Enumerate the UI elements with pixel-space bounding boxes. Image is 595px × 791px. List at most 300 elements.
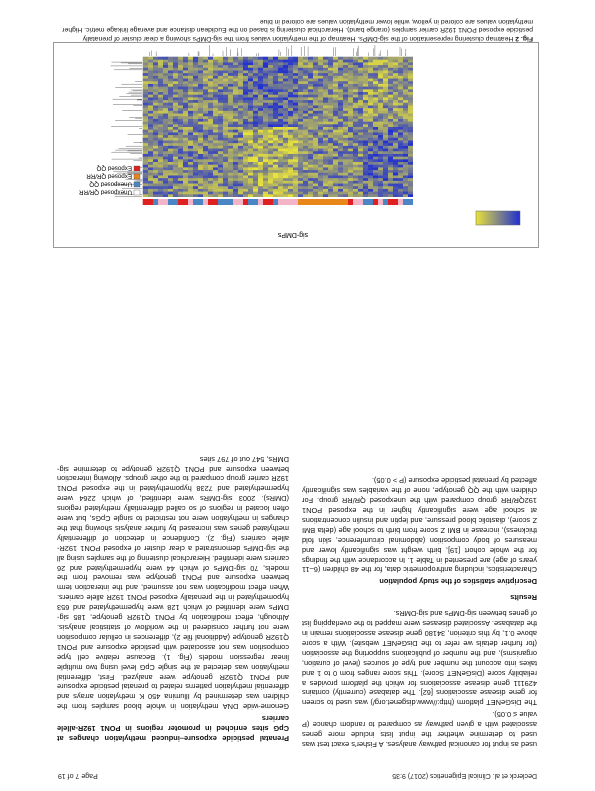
heatmap-cell (158, 111, 163, 114)
heatmap-cell (278, 119, 283, 122)
heatmap-cell (313, 146, 318, 149)
group-band-cell (298, 199, 303, 205)
heatmap-cell (188, 191, 193, 194)
heatmap-cell (288, 84, 293, 87)
heatmap-cell (193, 156, 198, 159)
heatmap-cell (233, 127, 238, 130)
heatmap-cell (223, 102, 228, 105)
heatmap-cell (338, 102, 343, 105)
heatmap-cell (323, 167, 328, 170)
heatmap-cell (283, 127, 288, 130)
heatmap-cell (393, 181, 398, 184)
heatmap-cell (328, 170, 333, 173)
heatmap-cell (183, 94, 188, 97)
heatmap-cell (193, 135, 198, 138)
heatmap-cell (268, 146, 273, 149)
heatmap-cell (253, 172, 258, 175)
heatmap-cell (258, 148, 263, 151)
heatmap-cell (328, 102, 333, 105)
heatmap-cell (198, 135, 203, 138)
heatmap-cell (143, 189, 148, 192)
heatmap-cell (283, 189, 288, 192)
heatmap-cell (223, 92, 228, 95)
heatmap-cell (278, 194, 283, 197)
heatmap-cell (268, 164, 273, 167)
heatmap-cell (348, 178, 353, 181)
heatmap-cell (403, 89, 408, 92)
heatmap-cell (148, 84, 153, 87)
heatmap-cell (293, 86, 298, 89)
heatmap-cell (243, 164, 248, 167)
heatmap-cell (168, 146, 173, 149)
heatmap-cell (298, 186, 303, 189)
heatmap-cell (293, 178, 298, 181)
heatmap-cell (348, 129, 353, 132)
heatmap-cell (178, 119, 183, 122)
heatmap-cell (303, 154, 308, 157)
heatmap-cell (208, 164, 213, 167)
heatmap-cell (373, 135, 378, 138)
heatmap-cell (243, 143, 248, 146)
heatmap-cell (228, 154, 233, 157)
heatmap-cell (313, 86, 318, 89)
heatmap-cell (203, 194, 208, 197)
heatmap-cell (143, 81, 148, 84)
heatmap-cell (258, 102, 263, 105)
heatmap-cell (218, 81, 223, 84)
heatmap-cell (358, 172, 363, 175)
heatmap-cell (158, 62, 163, 65)
heatmap-cell (198, 78, 203, 81)
heatmap-cell (323, 129, 328, 132)
heatmap-cell (403, 102, 408, 105)
heatmap-cell (268, 78, 273, 81)
heatmap-cell (238, 143, 243, 146)
group-band-cell (208, 199, 213, 205)
heatmap-cell (388, 164, 393, 167)
heatmap-cell (213, 100, 218, 103)
group-band-cell (403, 199, 408, 205)
heatmap-cell (258, 127, 263, 130)
heatmap-cell (403, 178, 408, 181)
heatmap-cell (303, 178, 308, 181)
heatmap-cell (283, 186, 288, 189)
heatmap-cell (158, 159, 163, 162)
heatmap-cell (373, 194, 378, 197)
heatmap-cell (318, 116, 323, 119)
heatmap-cell (178, 194, 183, 197)
heatmap-cell (298, 140, 303, 143)
heatmap-cell (223, 154, 228, 157)
heatmap-cell (283, 121, 288, 124)
heatmap-cell (173, 100, 178, 103)
heatmap-cell (223, 146, 228, 149)
heatmap-cell (198, 140, 203, 143)
heatmap-cell (353, 159, 358, 162)
heatmap-cell (303, 194, 308, 197)
heatmap-cell (253, 124, 258, 127)
heatmap-cell (203, 154, 208, 157)
heatmap-cell (218, 67, 223, 70)
heatmap-cell (268, 167, 273, 170)
heatmap-cell (203, 162, 208, 165)
heatmap-cell (193, 132, 198, 135)
heatmap-cell (233, 86, 238, 89)
heatmap-cell (398, 127, 403, 130)
heatmap-cell (158, 162, 163, 165)
heatmap-cell (163, 178, 168, 181)
heatmap-cell (343, 86, 348, 89)
heatmap-cell (193, 97, 198, 100)
heatmap-cell (248, 78, 253, 81)
heatmap-cell (218, 70, 223, 73)
heatmap-cell (218, 140, 223, 143)
heatmap-cell (258, 111, 263, 114)
subsection-heading: Prenatal pesticide exposure–induced methylation changes at CpG sites enriched in promoter regions in PON1 192R-allele carriers (57, 714, 289, 743)
heatmap-cell (383, 140, 388, 143)
heatmap-cell (343, 81, 348, 84)
heatmap-cell (318, 186, 323, 189)
heatmap-cell (288, 67, 293, 70)
heatmap-cell (193, 159, 198, 162)
heatmap-cell (283, 170, 288, 173)
heatmap-cell (388, 89, 393, 92)
heatmap-cell (263, 102, 268, 105)
heatmap-cell (238, 84, 243, 87)
heatmap-cell (398, 108, 403, 111)
heatmap-cell (243, 194, 248, 197)
heatmap-cell (238, 97, 243, 100)
heatmap-cell (408, 170, 413, 173)
heatmap-cell (363, 62, 368, 65)
heatmap-cell (263, 172, 268, 175)
heatmap-cell (188, 132, 193, 135)
heatmap-cell (153, 148, 158, 151)
heatmap-cell (168, 154, 173, 157)
heatmap-cell (363, 170, 368, 173)
heatmap-cell (323, 81, 328, 84)
heatmap-cell (398, 137, 403, 140)
group-band-cell (318, 199, 323, 205)
heatmap-cell (163, 59, 168, 62)
heatmap-cell (158, 151, 163, 154)
heatmap-cell (333, 121, 338, 124)
heatmap-cell (273, 172, 278, 175)
heatmap-cell (193, 162, 198, 165)
heatmap-cell (318, 86, 323, 89)
heatmap-cell (383, 81, 388, 84)
heatmap-cell (148, 59, 153, 62)
heatmap-cell (203, 67, 208, 70)
heatmap-cell (343, 65, 348, 68)
heatmap-cell (368, 97, 373, 100)
heatmap-cell (218, 78, 223, 81)
heatmap-cell (303, 73, 308, 76)
heatmap-cell (373, 65, 378, 68)
heatmap-cell (368, 59, 373, 62)
heatmap-cell (223, 78, 228, 81)
heatmap-cell (148, 119, 153, 122)
heatmap-cell (388, 73, 393, 76)
heatmap-cell (213, 70, 218, 73)
heatmap-cell (318, 181, 323, 184)
heatmap-cell (183, 172, 188, 175)
heatmap-cell (168, 78, 173, 81)
heatmap-cell (353, 78, 358, 81)
heatmap-cell (373, 159, 378, 162)
group-band-cell (288, 199, 293, 205)
heatmap-cell (278, 167, 283, 170)
heatmap-cell (293, 65, 298, 68)
heatmap-cell (393, 76, 398, 79)
heatmap-cell (253, 65, 258, 68)
heatmap-cell (233, 67, 238, 70)
heatmap-cell (353, 113, 358, 116)
heatmap-cell (218, 146, 223, 149)
heatmap-cell (388, 97, 393, 100)
heatmap-cell (228, 73, 233, 76)
heatmap-cell (328, 159, 333, 162)
heatmap-cell (213, 81, 218, 84)
heatmap-cell (263, 135, 268, 138)
heatmap-cell (378, 100, 383, 103)
heatmap-cell (328, 151, 333, 154)
heatmap-cell (253, 100, 258, 103)
heatmap-cell (203, 102, 208, 105)
heatmap-cell (308, 105, 313, 108)
heatmap-cell (173, 92, 178, 95)
heatmap-cell (228, 137, 233, 140)
heatmap-cell (253, 159, 258, 162)
heatmap-cell (338, 62, 343, 65)
heatmap-cell (273, 162, 278, 165)
heatmap-cell (278, 86, 283, 89)
heatmap-cell (298, 111, 303, 114)
heatmap-cell (188, 81, 193, 84)
heatmap-cell (273, 119, 278, 122)
heatmap-cell (308, 189, 313, 192)
heatmap-cell (263, 127, 268, 130)
heatmap-cell (208, 175, 213, 178)
heatmap-cell (143, 167, 148, 170)
heatmap-cell (218, 121, 223, 124)
heatmap-cell (383, 162, 388, 165)
heatmap-cell (288, 59, 293, 62)
heatmap-cell (393, 105, 398, 108)
heatmap-cell (168, 84, 173, 87)
heatmap-cell (288, 162, 293, 165)
heatmap-cell (298, 100, 303, 103)
heatmap-cell (243, 76, 248, 79)
heatmap-cell (193, 108, 198, 111)
heatmap-cell (168, 94, 173, 97)
heatmap-cell (168, 113, 173, 116)
heatmap-cell (173, 108, 178, 111)
heatmap-cell (233, 97, 238, 100)
heatmap-cell (258, 189, 263, 192)
heatmap-cell (398, 156, 403, 159)
heatmap-cell (198, 189, 203, 192)
heatmap-cell (308, 86, 313, 89)
heatmap-cell (403, 156, 408, 159)
heatmap-cell (273, 183, 278, 186)
heatmap-cell (408, 116, 413, 119)
heatmap-cell (403, 73, 408, 76)
heatmap-cell (208, 183, 213, 186)
heatmap-cell (288, 178, 293, 181)
heatmap-cell (388, 121, 393, 124)
heatmap-cell (203, 113, 208, 116)
heatmap-cell (368, 146, 373, 149)
heatmap-cell (248, 181, 253, 184)
heatmap-cell (403, 186, 408, 189)
heatmap-cell (403, 129, 408, 132)
heatmap-cell (363, 186, 368, 189)
heatmap-cell (168, 81, 173, 84)
heatmap-cell (238, 132, 243, 135)
heatmap-cell (268, 181, 273, 184)
group-band-cell (313, 199, 318, 205)
heatmap-cell (398, 172, 403, 175)
heatmap-cell (238, 172, 243, 175)
heatmap-cell (263, 137, 268, 140)
heatmap-cell (273, 148, 278, 151)
heatmap-cell (398, 129, 403, 132)
heatmap-cell (273, 146, 278, 149)
heatmap-cell (393, 156, 398, 159)
heatmap-cell (328, 57, 333, 60)
heatmap-cell (303, 67, 308, 70)
heatmap-cell (333, 119, 338, 122)
heatmap-cell (218, 167, 223, 170)
heatmap-cell (363, 189, 368, 192)
heatmap-cell (363, 137, 368, 140)
heatmap-cell (283, 119, 288, 122)
heatmap-cell (238, 148, 243, 151)
heatmap-cell (338, 57, 343, 60)
heatmap-cell (333, 73, 338, 76)
heatmap-cell (248, 57, 253, 60)
heatmap-cell (398, 162, 403, 165)
heatmap-cell (253, 108, 258, 111)
heatmap-cell (143, 113, 148, 116)
heatmap-cell (323, 140, 328, 143)
heatmap-cell (363, 124, 368, 127)
heatmap-cell (273, 111, 278, 114)
heatmap-cell (288, 129, 293, 132)
heatmap-cell (153, 100, 158, 103)
heatmap-cell (148, 148, 153, 151)
heatmap-cell (203, 167, 208, 170)
heatmap-cell (393, 137, 398, 140)
heatmap-cell (248, 140, 253, 143)
heatmap-cell (373, 59, 378, 62)
heatmap-cell (298, 62, 303, 65)
heatmap-cell (348, 89, 353, 92)
heatmap-cell (393, 65, 398, 68)
heatmap-cell (373, 111, 378, 114)
heatmap-cell (228, 81, 233, 84)
heatmap-cell (388, 116, 393, 119)
heatmap-cell (188, 121, 193, 124)
heatmap-cell (208, 189, 213, 192)
heatmap-cell (143, 86, 148, 89)
heatmap-cell (328, 59, 333, 62)
heatmap-cell (348, 78, 353, 81)
heatmap-cell (283, 86, 288, 89)
heatmap-cell (398, 178, 403, 181)
heatmap-cell (213, 135, 218, 138)
heatmap-cell (368, 135, 373, 138)
heatmap-cell (168, 92, 173, 95)
heatmap-cell (233, 172, 238, 175)
heatmap-cell (288, 170, 293, 173)
heatmap-cell (318, 67, 323, 70)
heatmap-cell (288, 108, 293, 111)
heatmap-cell (248, 89, 253, 92)
heatmap-cell (333, 137, 338, 140)
heatmap-cell (368, 92, 373, 95)
heatmap-cell (293, 175, 298, 178)
heatmap-cell (218, 148, 223, 151)
heatmap-cells (143, 57, 413, 197)
heatmap-cell (298, 124, 303, 127)
heatmap-cell (288, 194, 293, 197)
heatmap-cell (343, 170, 348, 173)
heatmap-cell (208, 65, 213, 68)
heatmap-cell (278, 62, 283, 65)
heatmap-cell (373, 162, 378, 165)
group-band-cell (153, 199, 158, 205)
heatmap-cell (203, 148, 208, 151)
heatmap-cell (228, 164, 233, 167)
heatmap-cell (373, 67, 378, 70)
heatmap-cell (188, 156, 193, 159)
heatmap-cell (308, 73, 313, 76)
heatmap-cell (388, 86, 393, 89)
heatmap-cell (323, 124, 328, 127)
heatmap-cell (368, 65, 373, 68)
heatmap-cell (368, 170, 373, 173)
heatmap-cell (233, 140, 238, 143)
heatmap-cell (268, 183, 273, 186)
heatmap-cell (403, 135, 408, 138)
heatmap-cell (253, 84, 258, 87)
heatmap-cell (388, 92, 393, 95)
heatmap-cell (293, 172, 298, 175)
heatmap-cell (183, 127, 188, 130)
heatmap-cell (288, 78, 293, 81)
heatmap-cell (268, 124, 273, 127)
heatmap-cell (148, 137, 153, 140)
heatmap-cell (383, 191, 388, 194)
heatmap-cell (148, 86, 153, 89)
heatmap-cell (288, 81, 293, 84)
heatmap-cell (298, 191, 303, 194)
heatmap-cell (193, 102, 198, 105)
heatmap-cell (173, 67, 178, 70)
heatmap-cell (248, 121, 253, 124)
heatmap-cell (303, 70, 308, 73)
heatmap-cell (348, 132, 353, 135)
heatmap-cell (273, 73, 278, 76)
heatmap-cell (158, 186, 163, 189)
heatmap-cell (333, 159, 338, 162)
heatmap-cell (388, 76, 393, 79)
heatmap-cell (388, 135, 393, 138)
heatmap-cell (283, 65, 288, 68)
heatmap-cell (328, 70, 333, 73)
